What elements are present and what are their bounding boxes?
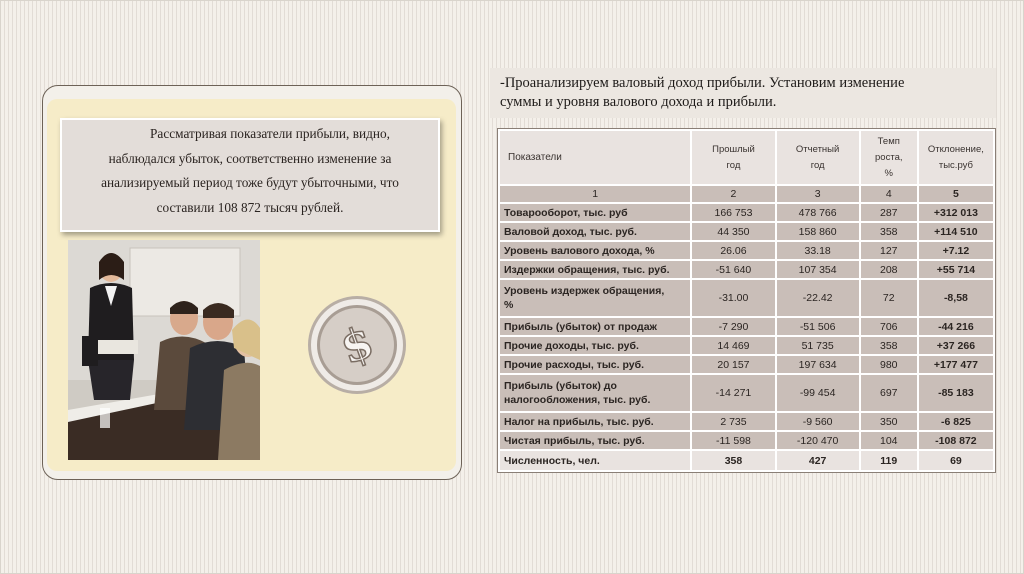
cell-prev: -7 290 — [692, 318, 774, 335]
column-number: 2 — [692, 186, 774, 202]
summary-line: наблюдался убыток, соответственно изменение за — [108, 150, 392, 166]
heading-line: суммы и уровня валового дохода и прибыли. — [500, 94, 777, 110]
cell-curr: 158 860 — [777, 223, 859, 240]
cell-rate: 127 — [861, 242, 917, 259]
heading-line: -Проанализируем валовый доход прибыли. Установим изменение — [500, 75, 905, 91]
cell-curr: 33.18 — [777, 242, 859, 259]
cell-curr: -51 506 — [777, 318, 859, 335]
cell-deviation: +37 266 — [919, 337, 993, 354]
cell-rate: 119 — [861, 451, 917, 470]
summary-line: составили 108 872 тысяч рублей. — [156, 199, 344, 215]
table-row-staff — [500, 451, 993, 470]
table-row — [500, 413, 993, 430]
cell-rate: 980 — [861, 356, 917, 373]
cell-curr: 427 — [777, 451, 859, 470]
cell-rate: 72 — [861, 280, 917, 316]
table-row — [500, 242, 993, 259]
cell-curr: -9 560 — [777, 413, 859, 430]
row-label: Товарооборот, тыс. руб — [500, 204, 690, 221]
cell-curr: 51 735 — [777, 337, 859, 354]
column-number: 5 — [919, 186, 993, 202]
dollar-coin-icon — [306, 294, 408, 396]
cell-rate: 104 — [861, 432, 917, 449]
row-label: Прочие доходы, тыс. руб. — [500, 337, 690, 354]
cell-deviation: -8,58 — [919, 280, 993, 316]
cell-curr: 107 354 — [777, 261, 859, 278]
cell-prev: 2 735 — [692, 413, 774, 430]
cell-deviation: -108 872 — [919, 432, 993, 449]
cell-prev: 166 753 — [692, 204, 774, 221]
row-label: Налог на прибыль, тыс. руб. — [500, 413, 690, 430]
header-growth-rate: Темп роста, % — [861, 131, 917, 184]
table-row — [500, 261, 993, 278]
summary-line: анализируемый период тоже будут убыточными, что — [101, 175, 399, 190]
profit-analysis-table — [497, 128, 996, 473]
header-prev-year: Прошлый год — [692, 131, 774, 184]
table-header-row — [500, 131, 993, 184]
cell-rate: 287 — [861, 204, 917, 221]
table-row — [500, 432, 993, 449]
column-number: 4 — [861, 186, 917, 202]
column-number-row — [500, 186, 993, 202]
cell-rate: 358 — [861, 337, 917, 354]
cell-curr: -99 454 — [777, 375, 859, 411]
table-row — [500, 337, 993, 354]
cell-prev: -51 640 — [692, 261, 774, 278]
cell-curr: -22.42 — [777, 280, 859, 316]
summary-text-box — [60, 118, 440, 232]
column-number: 3 — [777, 186, 859, 202]
header-deviation: Отклонение, тыс.руб — [919, 131, 993, 184]
svg-text:$: $ — [334, 316, 381, 375]
row-label: Валовой доход, тыс. руб. — [500, 223, 690, 240]
table-row — [500, 375, 993, 411]
cell-rate: 697 — [861, 375, 917, 411]
business-meeting-photo — [68, 240, 260, 460]
header-indicators: Показатели — [500, 131, 690, 184]
cell-rate: 350 — [861, 413, 917, 430]
cell-rate: 208 — [861, 261, 917, 278]
table-row — [500, 204, 993, 221]
cell-curr: -120 470 — [777, 432, 859, 449]
row-label: Уровень издержек обращения, % — [500, 280, 690, 316]
cell-curr: 478 766 — [777, 204, 859, 221]
cell-prev: -31.00 — [692, 280, 774, 316]
analysis-heading — [490, 68, 996, 118]
header-curr-year: Отчетный год — [777, 131, 859, 184]
cell-prev: 20 157 — [692, 356, 774, 373]
row-label: Издержки обращения, тыс. руб. — [500, 261, 690, 278]
table-row — [500, 356, 993, 373]
cell-deviation: -6 825 — [919, 413, 993, 430]
cell-prev: 44 350 — [692, 223, 774, 240]
summary-line: Рассматривая показатели прибыли, видно, — [150, 126, 390, 141]
cell-deviation: +55 714 — [919, 261, 993, 278]
cell-rate: 706 — [861, 318, 917, 335]
table-row — [500, 280, 993, 316]
row-label: Прочие расходы, тыс. руб. — [500, 356, 690, 373]
table-row — [500, 223, 993, 240]
table-row — [500, 318, 993, 335]
row-label: Численность, чел. — [500, 451, 690, 470]
cell-prev: 26.06 — [692, 242, 774, 259]
column-number: 1 — [500, 186, 690, 202]
cell-prev: -14 271 — [692, 375, 774, 411]
row-label: Уровень валового дохода, % — [500, 242, 690, 259]
cell-deviation: -44 216 — [919, 318, 993, 335]
cell-prev: 14 469 — [692, 337, 774, 354]
cell-curr: 197 634 — [777, 356, 859, 373]
row-label: Прибыль (убыток) до налогообложения, тыс. руб. — [500, 375, 690, 411]
cell-deviation: +312 013 — [919, 204, 993, 221]
cell-deviation: 69 — [919, 451, 993, 470]
row-label: Чистая прибыль, тыс. руб. — [500, 432, 690, 449]
cell-deviation: -85 183 — [919, 375, 993, 411]
cell-deviation: +7.12 — [919, 242, 993, 259]
cell-deviation: +114 510 — [919, 223, 993, 240]
cell-prev: 358 — [692, 451, 774, 470]
cell-deviation: +177 477 — [919, 356, 993, 373]
cell-prev: -11 598 — [692, 432, 774, 449]
cell-rate: 358 — [861, 223, 917, 240]
row-label: Прибыль (убыток) от продаж — [500, 318, 690, 335]
